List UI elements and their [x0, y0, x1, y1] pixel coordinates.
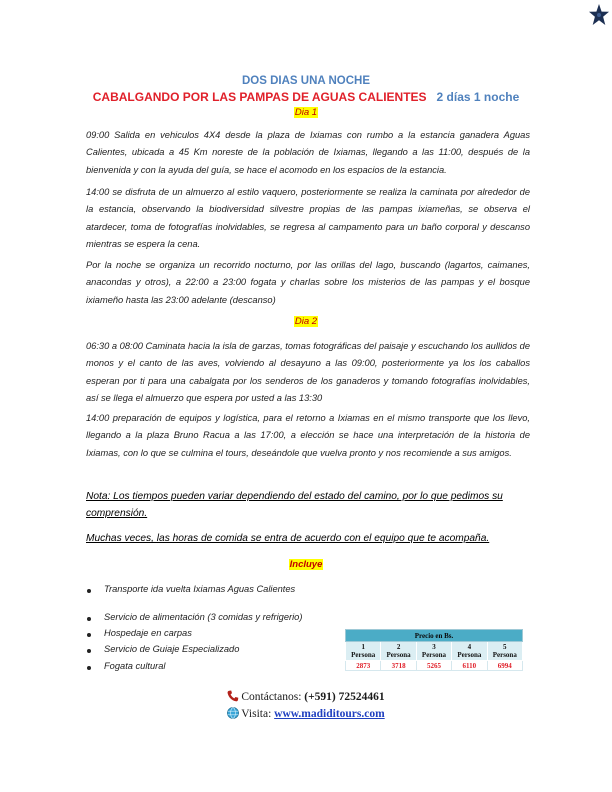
contact-phone: Contáctanos: (+591) 72524461 — [0, 690, 612, 703]
document-subtitle — [0, 90, 612, 104]
day-1-paragraph-3: Por la noche se organiza un recorrido nocturno, por las orillas del lago, buscando (lagartos, caimanes, anacondas y otros), a 22:00 a 23:00 fogata y charlas sobre los misterios de las pampas y el bosque ixiameño hasta las 23:00 adelante (descanso) — [86, 260, 530, 305]
price-col-header: 3 Persona — [416, 642, 451, 661]
list-item: Transporte ida vuelta Ixiamas Aguas Calientes — [104, 584, 296, 594]
tour-name: CABALGANDO POR LAS PAMPAS DE AGUAS CALIENTES — [92, 90, 427, 104]
price-value: 6994 — [487, 661, 522, 671]
price-value: 2873 — [346, 661, 381, 671]
price-value: 5265 — [416, 661, 451, 671]
price-col-header: 4 Persona — [452, 642, 487, 661]
price-table-title: Precio en Bs. — [346, 630, 523, 642]
price-col-header: 5 Persona — [487, 642, 522, 661]
star-icon — [589, 4, 609, 26]
day-1-paragraph-1: 09:00 Salida en vehiculos 4X4 desde la plaza de Ixiamas con rumbo a la estancia ganadera Aguas Calientes, ubicada a 45 Km noreste de la población de Ixiamas, llegando a las 11:00, después de la bienvenida y con la ayuda del guía, se hace el acomodo en los espacios de la estancia. — [86, 130, 530, 175]
day-2-label: Dia 2 — [294, 316, 318, 327]
note-times: Nota: Los tiempos pueden variar dependiendo del estado del camino, por lo que pedimos su comprensión. — [86, 491, 503, 519]
list-item: Servicio de alimentación (3 comidas y refrigerio) — [104, 612, 303, 622]
price-col-header: 2 Persona — [381, 642, 416, 661]
price-col-header: 1 Persona — [346, 642, 381, 661]
day-1-label: Dia 1 — [294, 107, 318, 118]
day-2-paragraph-2: 14:00 preparación de equipos y logística, para el retorno a Ixiamas en el mismo transporte que los llevo, llegando a la plaza Bruno Racua a las 17:00, a elección se hace una interpretación de la historia de Ixiamas, con lo que se culmina el tours, deseándole que vuelva pronto y nos recomiende a sus amigos. — [86, 413, 530, 458]
price-value: 3718 — [381, 661, 416, 671]
phone-number: (+591) 72524461 — [304, 691, 385, 703]
list-item: Servicio de Guiaje Especializado — [104, 644, 240, 654]
day-1-paragraph-2: 14:00 se disfruta de un almuerzo al estilo vaquero, posteriormente se realiza la caminata por alrededor de la estancia, observando la biodiversidad silvestre propias de las pampas ixiameñas, se observa el atardecer, toma de fotografías inolvidables, se regresa al campamento para un baño corporal y descanso mientras se espera la cena. — [86, 187, 530, 249]
globe-icon — [227, 707, 239, 719]
website-link[interactable]: www.madiditours.com — [274, 708, 385, 720]
price-table — [345, 629, 523, 671]
document-title: DOS DIAS UNA NOCHE — [242, 75, 370, 87]
day-2-paragraph-1: 06:30 a 08:00 Caminata hacia la isla de garzas, tomas fotográficas del paisaje y escuchando los aullidos de monos y el canto de las aves, volviendo al desayuno a las 09:00, posteriormente ya los los caballos esperan por ti para una cabalgata por los senderos de los ganaderos y tomando fotografías inolvidables, así se llega el almuerzo que espera por usted a las 13:30 — [86, 341, 530, 403]
list-item: Fogata cultural — [104, 661, 166, 671]
phone-icon — [227, 690, 239, 702]
includes-label: Incluye — [289, 559, 323, 570]
tour-duration: 2 días 1 noche — [436, 90, 520, 104]
price-value: 6110 — [452, 661, 487, 671]
contact-web: Visita: www.madiditours.com — [0, 707, 612, 720]
note-meals: Muchas veces, las horas de comida se entra de acuerdo con el equipo que te acompaña. — [86, 533, 490, 544]
list-item: Hospedaje en carpas — [104, 628, 192, 638]
